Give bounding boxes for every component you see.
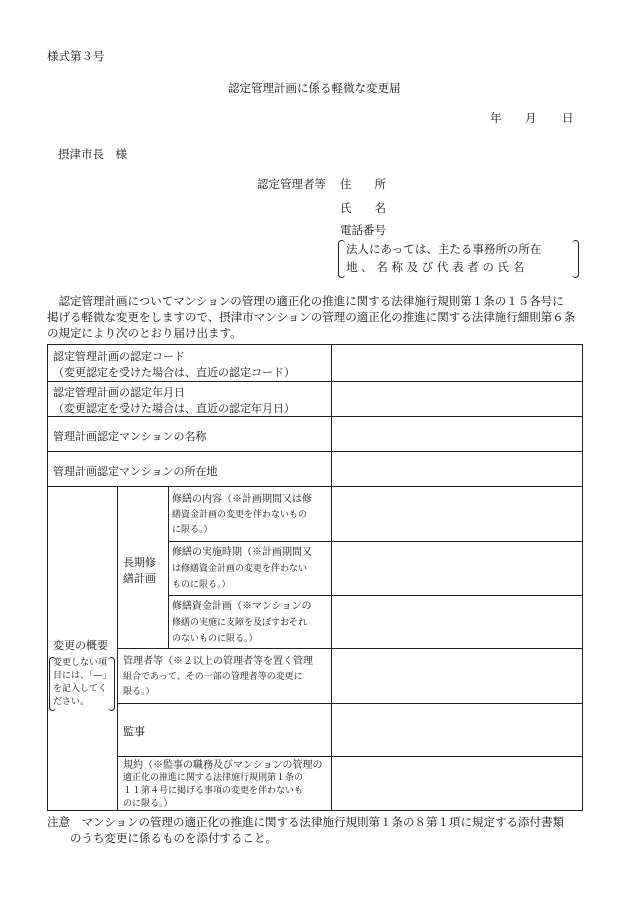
auditor-value-cell[interactable] (331, 703, 583, 757)
intro-line3: の規定により次のとおり届け出ます。 (47, 326, 242, 340)
rules-line3: １１第４号に掲げる事項の変更を伴わないも (123, 786, 304, 796)
date-value-cell[interactable] (331, 381, 583, 417)
date-note: （変更認定を受けた場合は、直近の認定年月日） (53, 402, 295, 415)
repair-timing-line1: 修繕の実施時期（※計画期間又 (172, 547, 312, 558)
change-note-line4: ださい。 (53, 697, 90, 707)
repair-timing-value-cell[interactable] (331, 541, 583, 596)
form-number: 様式第３号 (47, 49, 105, 63)
addressee: 摂津市長 様 (58, 147, 127, 161)
address-label: 住 所 (340, 177, 386, 191)
notice-line1: 注意 マンションの管理の適正化の推進に関する法律施行規則第１条の８第１項に規定する添付書類 (47, 815, 564, 829)
mansion-address-label: 管理計画認定マンションの所在地 (53, 465, 218, 478)
mansion-name-value-cell[interactable] (331, 416, 583, 452)
phone-label: 電話番号 (340, 223, 386, 237)
repair-content-value-cell[interactable] (331, 486, 583, 542)
change-note-line1: 変更しない項 (53, 658, 108, 668)
code-label: 認定管理計画の認定コード (53, 350, 185, 363)
repair-fund-line2: 修繕の実施に支障を及ぼすおそれ (172, 618, 308, 628)
change-note-line3: を記入してく (53, 684, 108, 694)
rules-line1: 規約（※監事の職務及びマンションの管理の (123, 760, 323, 771)
document-title: 認定管理計画に係る軽微な変更届 (228, 81, 401, 95)
manager-label: 認定管理者等 (257, 177, 326, 191)
change-note-right-bracket (108, 657, 115, 711)
long-term-label-line1: 長期修 (123, 556, 156, 569)
intro-line2: 掲げる軽微な変更をしますので、摂津市マンションの管理の適正化の推進に関する法律施行細則第６条 (47, 310, 576, 324)
left-bracket (338, 240, 345, 278)
corporate-note-line1: 法人にあっては、主たる事務所の所在 (346, 242, 542, 256)
repair-content-line3: に限る。） (172, 525, 213, 535)
corporate-note-line2: 地 、 名 称 及 び 代 表 者 の 氏 名 (346, 260, 525, 274)
repair-timing-line2: は修繕資金計画の変更を伴わない (172, 564, 308, 574)
rules-line4: のに限る。） (123, 799, 173, 809)
managers-line3: 限る。） (123, 687, 155, 697)
notice-line2: のうち変更に係るものを添付すること。 (47, 831, 277, 845)
intro-line1: 認定管理計画についてマンションの管理の適正化の推進に関する法律施行規則第１条の１５各号に (47, 294, 564, 308)
long-term-label-line2: 繕計画 (123, 572, 156, 585)
date-year-label: 年 (490, 111, 502, 125)
auditor-label: 監事 (123, 725, 145, 738)
rules-value-cell[interactable] (331, 756, 583, 811)
repair-content-line1: 修繕の内容（※計画期間又は修 (172, 494, 312, 505)
right-bracket (572, 240, 579, 278)
name-label: 氏 名 (340, 201, 386, 215)
code-value-cell[interactable] (331, 344, 583, 382)
rules-line2: 適正化の推進に関する法律施行規則第１条の (123, 773, 304, 783)
managers-line1: 管理者等（※２以上の管理者等を置く管理 (123, 656, 313, 667)
repair-timing-line3: ものに限る。） (172, 580, 231, 590)
change-note-line2: 目には、「―」 (53, 671, 112, 681)
repair-fund-line3: のないものに限る。） (172, 634, 258, 644)
managers-value-cell[interactable] (331, 648, 583, 704)
repair-fund-value-cell[interactable] (331, 595, 583, 649)
date-day-label: 日 (562, 111, 574, 125)
auditor-label-cell (117, 703, 332, 757)
mansion-address-value-cell[interactable] (331, 451, 583, 487)
mansion-name-label: 管理計画認定マンションの名称 (53, 430, 207, 443)
date-month-label: 月 (525, 111, 537, 125)
repair-fund-line1: 修繕資金計画（※マンションの (172, 601, 312, 612)
date-label: 認定管理計画の認定年月日 (53, 386, 185, 399)
managers-line2: 組合であって、その一部の管理者等の変更に (123, 672, 303, 682)
code-note: （変更認定を受けた場合は、直近の認定コード） (53, 366, 295, 379)
change-summary-label: 変更の概要 (53, 639, 108, 652)
repair-content-line2: 繕資金計画の変更を伴わないもの (172, 510, 308, 520)
